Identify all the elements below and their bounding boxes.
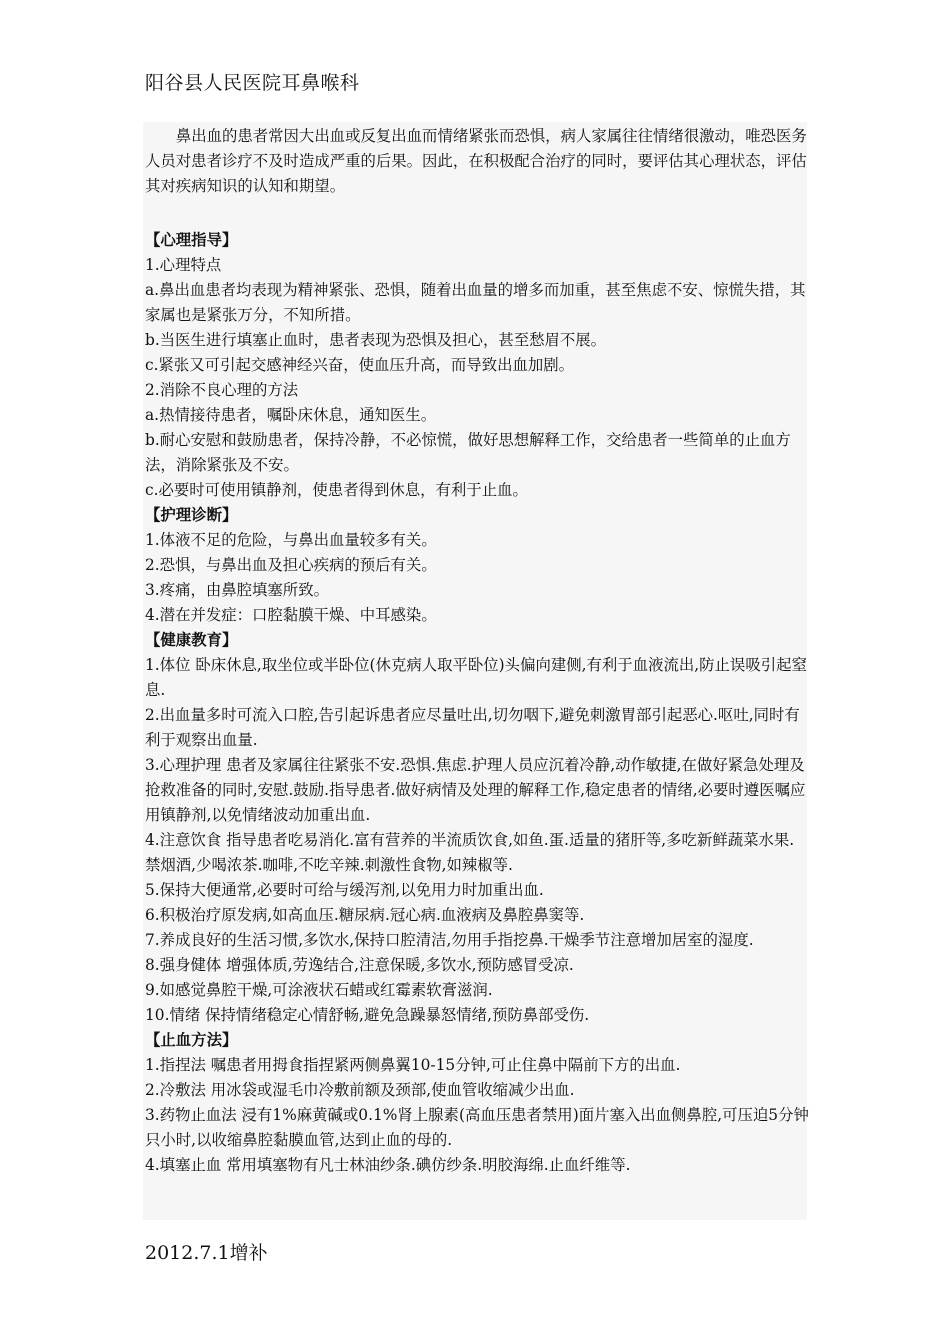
section-heading: 【健康教育】 xyxy=(145,631,238,649)
list-item: a.鼻出血患者均表现为精神紧张、恐惧，随着出血量的增多而加重，甚至焦虑不安、惊慌失措，其家属也是紧张万分，不知所措。 xyxy=(145,281,806,324)
list-item: 2.消除不良心理的方法 xyxy=(145,381,299,399)
section-heading: 【心理指导】 xyxy=(145,231,238,249)
list-item: 5.保持大便通常,必要时可给与缓泻剂,以免用力时加重出血. xyxy=(145,881,544,899)
list-item: a.热情接待患者，嘱卧床休息，通知医生。 xyxy=(145,406,437,424)
list-item: 10.情绪 保持情绪稳定心情舒畅,避免急躁暴怒情绪,预防鼻部受伤. xyxy=(145,1006,590,1024)
list-item: 1.体位 卧床休息,取坐位或半卧位(休克病人取平卧位)头偏向建侧,有利于血液流出,防止误吸引起窒息. xyxy=(145,656,807,699)
list-item: 2.出血量多时可流入口腔,告引起诉患者应尽量吐出,切勿咽下,避免刺激胃部引起恶心.呕吐,同时有利于观察出血量. xyxy=(145,706,800,749)
spacer xyxy=(145,199,809,228)
intro-paragraph: 鼻出血的患者常因大出血或反复出血而情绪紧张而恐惧，病人家属往往情绪很激动，唯恐医务人员对患者诊疗不及时造成严重的后果。因此，在积极配合治疗的同时，要评估其心理状态，评估其对疾病知识的认知和期望。 xyxy=(145,127,807,195)
list-item: 1.指捏法 嘱患者用拇食指捏紧两侧鼻翼10-15分钟,可止住鼻中隔前下方的出血. xyxy=(145,1056,681,1074)
list-item: 3.药物止血法 浸有1%麻黄碱或0.1%肾上腺素(高血压患者禁用)面片塞入出血侧鼻腔,可压迫5分钟只小时,以收缩鼻腔黏膜血管,达到止血的母的. xyxy=(145,1106,809,1149)
section-health-education xyxy=(145,628,809,1028)
list-item: b.当医生进行填塞止血时，患者表现为恐惧及担心，甚至愁眉不展。 xyxy=(145,331,607,349)
list-item: 4.潜在并发症：口腔黏膜干燥、中耳感染。 xyxy=(145,606,437,624)
list-item: 3.心理护理 患者及家属往往紧张不安.恐惧.焦虑.护理人员应沉着冷静,动作敏捷,在做好紧急处理及抢救准备的同时,安慰.鼓励.指导患者.做好病情及处理的解释工作,稳定患者的情绪,必要时遵医嘱应用镇静剂,以免情绪波动加重出血. xyxy=(145,756,806,824)
list-item: 6.积极治疗原发病,如高血压.糖尿病.冠心病.血液病及鼻腔鼻窦等. xyxy=(145,906,585,924)
list-item: c.紧张又可引起交感神经兴奋，使血压升高，而导致出血加剧。 xyxy=(145,356,575,374)
list-item: 2.恐惧，与鼻出血及担心疾病的预后有关。 xyxy=(145,556,437,574)
list-item: 1.体液不足的危险，与鼻出血量较多有关。 xyxy=(145,531,437,549)
document-body xyxy=(145,124,809,1178)
list-item: b.耐心安慰和鼓励患者，保持冷静，不必惊慌，做好思想解释工作，交给患者一些简单的止血方法，消除紧张及不安。 xyxy=(145,431,791,474)
page-footer-date: 2012.7.1增补 xyxy=(145,1242,268,1264)
list-item: 3.疼痛，由鼻腔填塞所致。 xyxy=(145,581,329,599)
section-hemostasis-methods xyxy=(145,1028,809,1178)
list-item: 4.填塞止血 常用填塞物有凡士林油纱条.碘仿纱条.明胶海绵.止血纤维等. xyxy=(145,1156,631,1174)
list-item: c.必要时可使用镇静剂，使患者得到休息，有利于止血。 xyxy=(145,481,528,499)
section-heading: 【止血方法】 xyxy=(145,1031,238,1049)
section-nursing-diagnosis xyxy=(145,503,809,628)
page-header: 阳谷县人民医院耳鼻喉科 xyxy=(145,72,360,94)
list-item: 1.心理特点 xyxy=(145,256,222,274)
list-item: 8.强身健体 增强体质,劳逸结合,注意保暖,多饮水,预防感冒受凉. xyxy=(145,956,574,974)
list-item: 2.冷敷法 用冰袋或湿毛巾冷敷前额及颈部,使血管收缩减少出血. xyxy=(145,1081,575,1099)
list-item: 4.注意饮食 指导患者吃易消化.富有营养的半流质饮食,如鱼.蛋.适量的猪肝等,多吃新鲜蔬菜水果.禁烟酒,少喝浓茶.咖啡,不吃辛辣.刺激性食物,如辣椒等. xyxy=(145,831,795,874)
section-psychological-guidance xyxy=(145,228,809,503)
list-item: 9.如感觉鼻腔干燥,可涂液状石蜡或红霉素软膏滋润. xyxy=(145,981,493,999)
list-item: 7.养成良好的生活习惯,多饮水,保持口腔清洁,勿用手指挖鼻.干燥季节注意增加居室的湿度. xyxy=(145,931,754,949)
section-heading: 【护理诊断】 xyxy=(145,506,238,524)
